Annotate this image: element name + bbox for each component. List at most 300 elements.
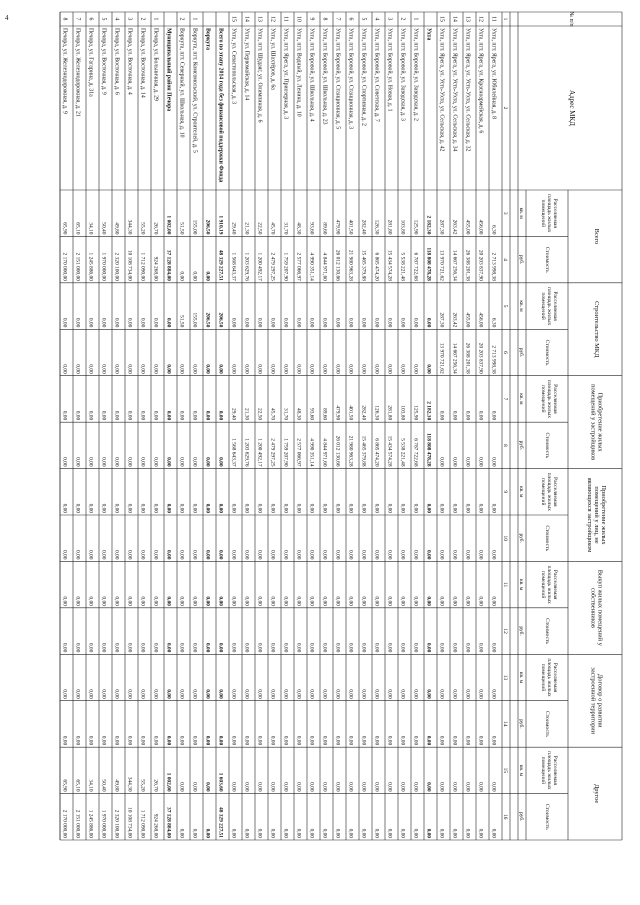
- row-address: Печора, ул. Восточная, д. 4: [126, 28, 133, 95]
- cell-area: 93,60: [308, 408, 315, 421]
- cell-cost: 0,00: [308, 735, 315, 746]
- header-group: Договор о развитиизастроенной территории: [589, 667, 604, 735]
- cell-cost: 5 538 221,48: [399, 252, 406, 281]
- header-sub-cost: Стоимость: [544, 339, 550, 366]
- cell-cost: 0,00: [243, 828, 250, 838]
- cell-cost: 0,00: [399, 828, 406, 838]
- cell-cost: 4 844 971,60: [321, 438, 328, 467]
- cell-area: 479,90: [334, 405, 341, 421]
- cell-area: 0,00: [152, 689, 159, 699]
- cell-cost: 0,00: [204, 828, 211, 838]
- cell-cost: 37 128 884,00: [165, 807, 172, 838]
- cell-cost: 0,00: [152, 549, 159, 560]
- cell-area: 89,60: [321, 222, 328, 235]
- cell-area: 0,00: [308, 596, 315, 606]
- cell-cost: 0,00: [87, 549, 94, 560]
- cell-cost: 1 203 629,76: [243, 438, 250, 467]
- cell-area: 287,30: [438, 312, 445, 328]
- cell-area: 0,00: [399, 689, 406, 699]
- cell-cost: 6 787 722,68: [412, 252, 419, 281]
- cell-area: 0,00: [321, 317, 328, 328]
- cell-cost: 0,00: [373, 642, 380, 653]
- cell-cost: 0,00: [100, 457, 107, 467]
- cell-cost: 0,00: [347, 642, 354, 653]
- cell-cost: 0,00: [126, 642, 133, 653]
- cell-area: 0,00: [347, 689, 354, 699]
- cell-cost: 0,00: [74, 642, 81, 653]
- cell-cost: 0,00: [217, 457, 224, 467]
- row-number: 6: [87, 17, 94, 21]
- header-unit: руб.: [518, 440, 524, 451]
- cell-cost: 0,00: [74, 457, 81, 467]
- cell-area: 1 910,19: [217, 215, 224, 235]
- row-number: 14: [451, 16, 458, 22]
- row-number: 11: [490, 16, 497, 22]
- cell-cost: 0,00: [178, 271, 185, 281]
- cell-cost: 0,00: [100, 642, 107, 653]
- cell-area: 0,00: [464, 596, 471, 606]
- cell-area: 0,00: [308, 689, 315, 699]
- row-number: 13: [256, 16, 263, 22]
- header-group: Выкуп жилых помещений усобственников: [589, 569, 604, 646]
- cell-cost: 0,00: [282, 828, 289, 838]
- cell-cost: 21 980 963,28: [347, 435, 354, 467]
- cell-area: 155,00: [191, 219, 198, 235]
- cell-cost: 20 203 837,90: [477, 342, 484, 374]
- cell-cost: 0,00: [360, 828, 367, 838]
- cell-area: 103,80: [399, 405, 406, 421]
- cell-cost: 0,00: [87, 457, 94, 467]
- cell-area: 0,00: [451, 503, 458, 513]
- column-number: 9: [502, 490, 508, 494]
- cell-area: 126,30: [373, 405, 380, 421]
- cell-area: 0,00: [360, 689, 367, 699]
- cell-cost: 10 108 734,00: [126, 249, 133, 281]
- cell-area: 0,00: [178, 410, 185, 421]
- cell-area: 0,00: [334, 782, 341, 792]
- cell-cost: 0,00: [256, 642, 263, 653]
- cell-cost: 26 012 130,66: [334, 249, 341, 281]
- cell-area: 0,00: [399, 317, 406, 328]
- row-address: Ухта, пгт. Шудаяг, ул. Олимпиная, д. 6: [256, 28, 263, 123]
- cell-cost: 2 320 100,00: [113, 809, 120, 838]
- cell-cost: 0,00: [477, 549, 484, 560]
- cell-area: 0,00: [282, 782, 289, 792]
- cell-cost: 0,00: [438, 457, 445, 467]
- row-address: Ухта, пгт. Боровой, ул. Заводская, д. 3: [399, 28, 406, 121]
- cell-cost: 1 970 000,00: [100, 252, 107, 281]
- cell-area: 0,00: [399, 503, 406, 513]
- cell-area: 0,00: [373, 317, 380, 328]
- header-sub-area: Расселяемаяплощадь жилыхпомещений: [539, 379, 559, 419]
- cell-area: 26,70: [152, 222, 159, 235]
- cell-cost: 0,00: [191, 457, 198, 467]
- cell-area: 0,00: [230, 782, 237, 792]
- row-number: 2: [178, 17, 185, 21]
- cell-cost: 6 787 722,68: [412, 438, 419, 467]
- cell-cost: 0,00: [282, 549, 289, 560]
- cell-area: 0,00: [74, 410, 81, 421]
- row-number: 9: [308, 17, 315, 21]
- cell-cost: 4 990 351,14: [308, 438, 315, 467]
- rotated-table: [60, 11, 622, 840]
- cell-area: 155,00: [191, 312, 198, 328]
- cell-area: 125,90: [412, 219, 419, 235]
- cell-area: 0,00: [230, 689, 237, 699]
- column-number: 5: [502, 304, 508, 308]
- cell-area: 0,00: [269, 596, 276, 606]
- cell-area: 0,00: [204, 782, 211, 792]
- cell-cost: 0,00: [490, 828, 497, 838]
- row-address: Ухта, пгт. Боровой, ул. Советская, д. 7: [373, 28, 380, 122]
- cell-area: 0,00: [100, 410, 107, 421]
- column-number: 2: [502, 106, 508, 110]
- cell-area: 479,90: [334, 219, 341, 235]
- cell-cost: 2 151 000,00: [74, 252, 81, 281]
- cell-area: 0,00: [113, 317, 120, 328]
- cell-cost: 0,00: [243, 364, 250, 374]
- cell-area: 49,80: [113, 779, 120, 792]
- row-address: Ухта, ул. Севастопольская, д. 3: [230, 28, 237, 105]
- cell-area: 0,00: [204, 596, 211, 606]
- cell-area: 0,00: [191, 596, 198, 606]
- cell-area: 0,00: [152, 410, 159, 421]
- row-number: 10: [295, 16, 302, 22]
- cell-area: 0,00: [373, 689, 380, 699]
- row-number: 7: [74, 17, 81, 21]
- cell-area: 0,00: [269, 689, 276, 699]
- cell-area: 0,00: [295, 596, 302, 606]
- cell-area: 0,00: [412, 782, 419, 792]
- cell-cost: 0,00: [386, 735, 393, 746]
- cell-cost: 0,00: [100, 735, 107, 746]
- cell-cost: 0,00: [126, 457, 133, 467]
- cell-cost: 1 970 000,00: [100, 809, 107, 838]
- row-number: 4: [373, 17, 380, 21]
- cell-cost: 0,00: [61, 364, 68, 374]
- row-number: 5: [360, 17, 367, 21]
- cell-area: 0,00: [217, 689, 224, 699]
- cell-cost: 0,00: [178, 828, 185, 838]
- row-address: Воркута, пгт. Комсомольский, ул. Строителей, д. 5: [191, 28, 198, 153]
- cell-cost: 0,00: [61, 642, 68, 653]
- header-unit: руб.: [518, 533, 524, 543]
- cell-cost: 0,00: [477, 735, 484, 746]
- cell-cost: 0,00: [412, 735, 419, 746]
- cell-area: 0,00: [165, 503, 172, 513]
- cell-area: 0,00: [295, 782, 302, 792]
- cell-area: 0,00: [178, 689, 185, 699]
- cell-area: 49,80: [113, 222, 120, 235]
- cell-area: 0,00: [490, 410, 497, 421]
- cell-area: 0,00: [204, 503, 211, 513]
- cell-area: 0,00: [464, 782, 471, 792]
- cell-cost: 0,00: [464, 735, 471, 746]
- cell-cost: 0,00: [373, 364, 380, 374]
- cell-area: 34,10: [87, 779, 94, 792]
- cell-cost: 1 568 643,37: [230, 252, 237, 281]
- cell-cost: 0,00: [412, 549, 419, 560]
- cell-cost: 0,00: [321, 828, 328, 838]
- cell-cost: 1 712 090,00: [139, 809, 146, 838]
- cell-cost: 0,00: [204, 735, 211, 746]
- cell-cost: 0,00: [347, 735, 354, 746]
- cell-cost: 0,00: [204, 457, 211, 467]
- cell-area: 0,00: [295, 503, 302, 513]
- cell-area: 0,00: [178, 782, 185, 792]
- cell-area: 0,00: [61, 410, 68, 421]
- cell-cost: 1 245 886,00: [87, 809, 94, 838]
- cell-area: 26,70: [152, 779, 159, 792]
- cell-cost: 0,00: [230, 549, 237, 560]
- cell-cost: 0,00: [477, 457, 484, 467]
- cell-area: 55,20: [139, 779, 146, 792]
- row-address: Печора, ул. Больничная, д. 29: [152, 28, 159, 101]
- cell-cost: 0,00: [100, 549, 107, 560]
- cell-area: 206,50: [217, 312, 224, 328]
- cell-area: 0,00: [126, 689, 133, 699]
- cell-cost: 0,00: [438, 828, 445, 838]
- cell-cost: 0,00: [295, 364, 302, 374]
- cell-cost: 0,00: [308, 642, 315, 653]
- cell-area: 0,00: [100, 503, 107, 513]
- cell-area: 0,00: [152, 596, 159, 606]
- header-sub-cost: Стоимость: [544, 246, 550, 273]
- cell-cost: 2 170 000,00: [61, 809, 68, 838]
- cell-area: 0,00: [282, 689, 289, 699]
- cell-cost: 48 329 227,51: [217, 807, 224, 838]
- cell-area: 48,30: [295, 222, 302, 235]
- cell-area: 1 002,00: [165, 772, 172, 792]
- cell-cost: 0,00: [165, 735, 172, 746]
- cell-cost: 0,00: [256, 549, 263, 560]
- cell-area: 401,50: [347, 219, 354, 235]
- cell-area: 0,00: [191, 503, 198, 513]
- cell-cost: 0,00: [139, 642, 146, 653]
- header-group: Другое: [593, 783, 600, 804]
- cell-area: 0,00: [334, 689, 341, 699]
- cell-area: 0,00: [230, 503, 237, 513]
- cell-cost: 0,00: [256, 364, 263, 374]
- cell-area: 0,00: [87, 689, 94, 699]
- cell-area: 6,30: [490, 224, 497, 235]
- cell-cost: 26 012 130,66: [334, 435, 341, 467]
- cell-area: 0,00: [61, 503, 68, 513]
- cell-cost: 0,00: [386, 364, 393, 374]
- cell-area: 0,00: [74, 689, 81, 699]
- row-number: 7: [334, 17, 341, 21]
- cell-cost: 0,00: [412, 364, 419, 374]
- cell-area: 263,42: [451, 312, 458, 328]
- cell-area: 21,30: [243, 408, 250, 421]
- cell-area: 45,70: [269, 408, 276, 421]
- row-address: Печора, ул. Гагарина, д. 31а: [87, 28, 94, 97]
- column-number: 1: [502, 17, 508, 21]
- row-address: Ухта, пгт. Боровой, ул. Школьная, д. 4: [308, 28, 315, 122]
- cell-cost: 0,00: [139, 735, 146, 746]
- cell-cost: 0,00: [308, 549, 315, 560]
- cell-area: 0,00: [386, 317, 393, 328]
- cell-area: 0,00: [412, 596, 419, 606]
- cell-cost: 0,00: [334, 549, 341, 560]
- cell-area: 281,80: [386, 405, 393, 421]
- cell-cost: 15 465 379,88: [360, 435, 367, 467]
- row-group-title: Ухта: [425, 28, 432, 41]
- cell-area: 0,00: [204, 410, 211, 421]
- header-unit: руб.: [518, 719, 524, 729]
- cell-area: 282,40: [360, 219, 367, 235]
- cell-cost: 0,00: [386, 642, 393, 653]
- cell-cost: 0,00: [269, 735, 276, 746]
- cell-cost: 0,00: [243, 735, 250, 746]
- cell-area: 29,40: [230, 408, 237, 421]
- cell-area: 0,00: [412, 317, 419, 328]
- cell-area: 65,90: [61, 222, 68, 235]
- row-number: 2: [399, 17, 406, 21]
- cell-cost: 0,00: [321, 549, 328, 560]
- row-number: 4: [113, 17, 120, 21]
- cell-cost: 0,00: [165, 642, 172, 653]
- row-address: Ухта, пгт. Ярега, ул. Приозерная, д. 3: [282, 28, 289, 120]
- header-unit: кв. м: [518, 671, 524, 684]
- cell-cost: 4 990 351,14: [308, 252, 315, 281]
- header-unit: руб.: [518, 254, 524, 265]
- header-sub-area: Расселяемаяплощадь жилыхпомещений: [539, 194, 559, 233]
- row-address: Ухта, пгт. Боровой, ул. Новая, д. 1: [386, 28, 393, 112]
- cell-area: 0,00: [243, 596, 250, 606]
- cell-area: 206,50: [204, 312, 211, 328]
- cell-cost: 0,00: [373, 735, 380, 746]
- cell-cost: 0,00: [464, 828, 471, 838]
- cell-cost: 1 200 492,17: [256, 438, 263, 467]
- cell-cost: 0,00: [230, 828, 237, 838]
- cell-area: 0,00: [269, 503, 276, 513]
- cell-area: 0,00: [347, 782, 354, 792]
- cell-area: 0,00: [126, 410, 133, 421]
- cell-cost: 0,00: [61, 735, 68, 746]
- cell-area: 0,00: [360, 782, 367, 792]
- cell-cost: 0,00: [113, 457, 120, 467]
- cell-area: 0,00: [230, 317, 237, 328]
- cell-cost: 6 865 474,20: [373, 438, 380, 467]
- cell-area: 0,00: [295, 689, 302, 699]
- header-sub-cost: Стоимость: [544, 432, 550, 459]
- cell-area: 1 002,00: [165, 215, 172, 235]
- cell-cost: 0,00: [464, 457, 471, 467]
- cell-area: 0,00: [113, 689, 120, 699]
- cell-cost: 2 170 000,00: [61, 252, 68, 281]
- cell-cost: 0,00: [152, 457, 159, 467]
- cell-cost: 26 388 201,38: [464, 342, 471, 374]
- cell-cost: 0,00: [191, 271, 198, 281]
- cell-cost: 0,00: [386, 549, 393, 560]
- cell-cost: 0,00: [152, 735, 159, 746]
- cell-area: 0,00: [256, 782, 263, 792]
- cell-cost: 0,00: [178, 457, 185, 467]
- row-number: 12: [269, 16, 276, 22]
- cell-area: 0,00: [321, 782, 328, 792]
- cell-cost: 15 465 379,88: [360, 249, 367, 281]
- cell-area: 0,00: [438, 503, 445, 513]
- cell-area: 0,00: [308, 503, 315, 513]
- cell-cost: 1 245 886,00: [87, 252, 94, 281]
- cell-area: 455,00: [464, 219, 471, 235]
- cell-cost: 0,00: [295, 642, 302, 653]
- cell-area: 0,00: [113, 503, 120, 513]
- cell-area: 0,00: [217, 410, 224, 421]
- cell-area: 0,00: [74, 317, 81, 328]
- cell-cost: 0,00: [113, 549, 120, 560]
- cell-cost: 0,00: [191, 549, 198, 560]
- cell-area: 50,40: [100, 222, 107, 235]
- cell-area: 0,00: [243, 689, 250, 699]
- cell-cost: 0,00: [126, 735, 133, 746]
- cell-area: 0,00: [256, 503, 263, 513]
- row-number: 8: [61, 17, 68, 21]
- cell-cost: 0,00: [373, 549, 380, 560]
- cell-area: 0,00: [438, 410, 445, 421]
- cell-cost: 37 128 884,00: [165, 249, 172, 281]
- cell-cost: 0,00: [191, 735, 198, 746]
- cell-area: 0,00: [100, 596, 107, 606]
- cell-area: 0,00: [139, 503, 146, 513]
- cell-cost: 0,00: [490, 549, 497, 560]
- cell-cost: 0,00: [74, 735, 81, 746]
- cell-cost: 0,00: [217, 549, 224, 560]
- cell-area: 0,00: [139, 689, 146, 699]
- page-number: 4: [5, 14, 9, 22]
- cell-cost: 0,00: [490, 642, 497, 653]
- cell-area: 0,00: [386, 689, 393, 699]
- header-unit: кв. м: [518, 486, 524, 498]
- cell-cost: 0,00: [165, 549, 172, 560]
- cell-cost: 0,00: [464, 642, 471, 653]
- cell-cost: 0,00: [347, 549, 354, 560]
- cell-cost: 6 865 474,20: [373, 252, 380, 281]
- cell-area: 456,00: [477, 312, 484, 328]
- column-number: 8: [502, 444, 508, 447]
- header-unit: руб.: [518, 812, 524, 822]
- row-address: Печора, ул. Восточная, д. 9: [100, 28, 107, 95]
- cell-cost: 2 479 297,25: [269, 252, 276, 281]
- cell-area: 0,00: [152, 317, 159, 328]
- cell-cost: 0,00: [347, 828, 354, 838]
- cell-cost: 0,00: [425, 828, 432, 838]
- cell-area: 0,00: [243, 503, 250, 513]
- cell-cost: 0,00: [204, 364, 211, 374]
- row-address: Ухта, пгт. Водный, ул. Ленина, д. 10: [295, 28, 302, 117]
- cell-area: 0,00: [217, 503, 224, 513]
- cell-area: 0,00: [295, 317, 302, 328]
- cell-area: 0,00: [477, 410, 484, 421]
- cell-area: 0,00: [490, 689, 497, 699]
- cell-area: 0,00: [282, 317, 289, 328]
- row-address: Ухта, ул. Первомайская, д. 14: [243, 28, 250, 101]
- row-number: 15: [230, 16, 237, 22]
- column-number: 14: [502, 721, 508, 727]
- cell-cost: 1 568 643,37: [230, 438, 237, 467]
- row-address: Печора, ул. Железнодорожная, д. 9: [61, 28, 68, 114]
- row-address: Ухта, пгт. Ярега, ул. Красноармейская, д. 6: [477, 28, 484, 134]
- cell-area: 2 182,30: [425, 215, 432, 235]
- cell-cost: 0,00: [334, 364, 341, 374]
- cell-cost: 0,00: [360, 364, 367, 374]
- cell-cost: 118 808 478,28: [425, 247, 432, 281]
- cell-area: 31,70: [282, 408, 289, 421]
- column-number: 4: [502, 258, 508, 261]
- cell-cost: 1 759 207,90: [282, 438, 289, 467]
- cell-cost: 0,00: [139, 457, 146, 467]
